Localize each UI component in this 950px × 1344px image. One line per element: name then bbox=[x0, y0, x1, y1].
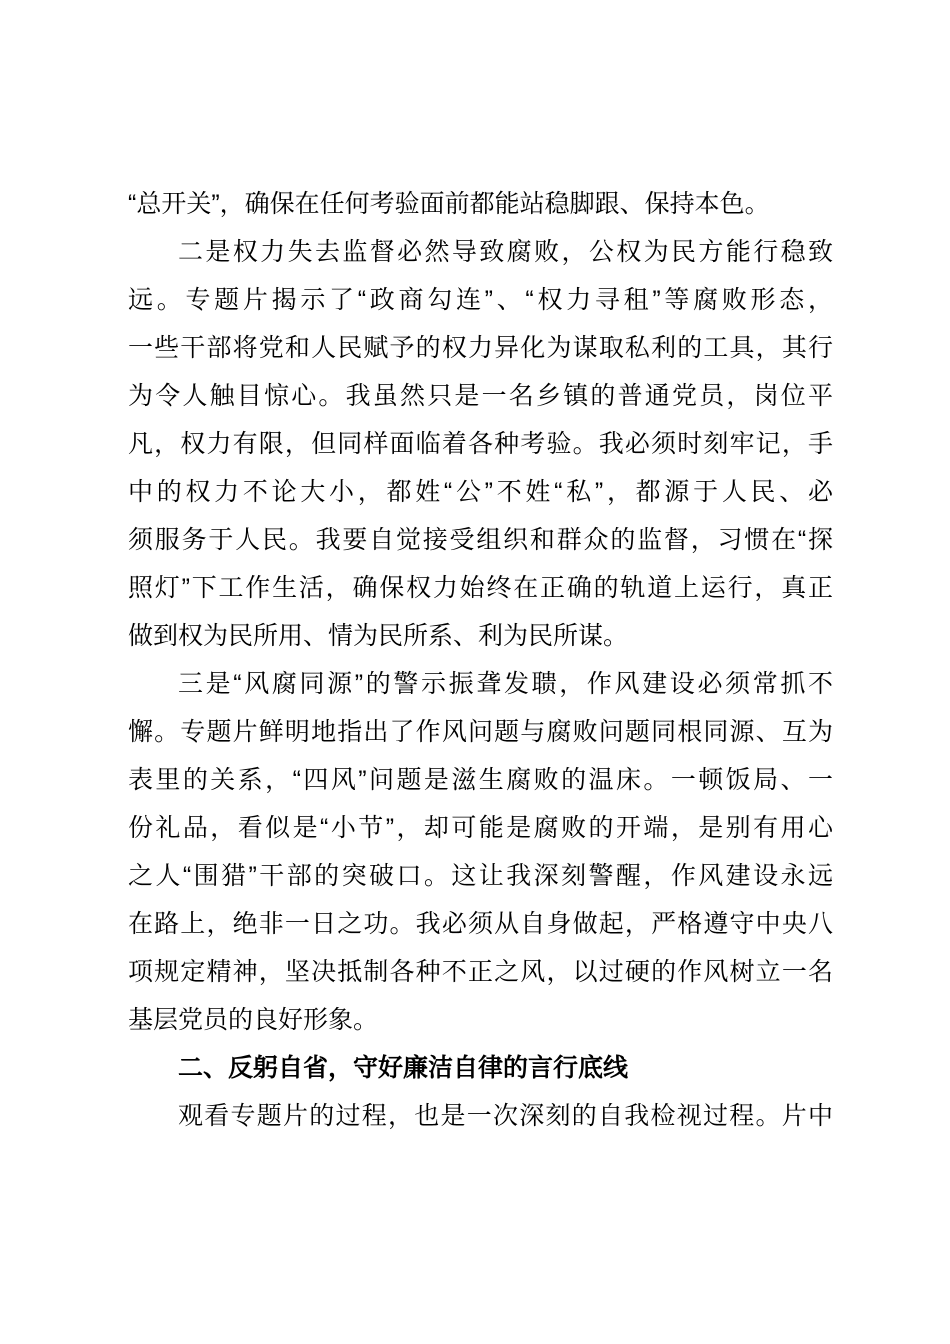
text-line: 中的权力不论大小，都姓“公”不姓“私”，都源于人民、必 bbox=[128, 478, 833, 506]
text-line: 表里的关系，“四风”问题是滋生腐败的温床。一顿饭局、一 bbox=[128, 766, 833, 794]
text-line: 凡，权力有限，但同样面临着各种考验。我必须时刻牢记，手 bbox=[128, 430, 833, 458]
text-line: 懈。专题片鲜明地指出了作风问题与腐败问题同根同源、互为 bbox=[128, 718, 833, 746]
section-heading-line: 二、反躬自省，守好廉洁自律的言行底线 bbox=[178, 1054, 629, 1082]
text-line: 为令人触目惊心。我虽然只是一名乡镇的普通党员，岗位平 bbox=[128, 382, 833, 410]
text-line: 二是权力失去监督必然导致腐败，公权为民方能行稳致 bbox=[178, 238, 833, 266]
text-line: 做到权为民所用、情为民所系、利为民所谋。 bbox=[128, 622, 629, 650]
text-line: 须服务于人民。我要自觉接受组织和群众的监督，习惯在“探 bbox=[128, 526, 833, 554]
text-line: 份礼品，看似是“小节”，却可能是腐败的开端，是别有用心 bbox=[128, 814, 833, 842]
text-line: 一些干部将党和人民赋予的权力异化为谋取私利的工具，其行 bbox=[128, 334, 833, 362]
text-line: “总开关”，确保在任何考验面前都能站稳脚跟、保持本色。 bbox=[128, 190, 770, 218]
text-line: 基层党员的良好形象。 bbox=[128, 1006, 379, 1034]
text-line: 观看专题片的过程，也是一次深刻的自我检视过程。片中 bbox=[178, 1102, 833, 1130]
text-line: 远。专题片揭示了“政商勾连”、“权力寻租”等腐败形态， bbox=[128, 286, 833, 314]
text-line: 之人“围猎”干部的突破口。这让我深刻警醒，作风建设永远 bbox=[128, 862, 833, 890]
text-line: 在路上，绝非一日之功。我必须从自身做起，严格遵守中央八 bbox=[128, 910, 833, 938]
text-line: 项规定精神，坚决抵制各种不正之风，以过硬的作风树立一名 bbox=[128, 958, 833, 986]
document-content bbox=[128, 180, 833, 1140]
text-line: 照灯”下工作生活，确保权力始终在正确的轨道上运行，真正 bbox=[128, 574, 833, 602]
text-line: 三是“风腐同源”的警示振聋发聩，作风建设必须常抓不 bbox=[178, 670, 833, 698]
